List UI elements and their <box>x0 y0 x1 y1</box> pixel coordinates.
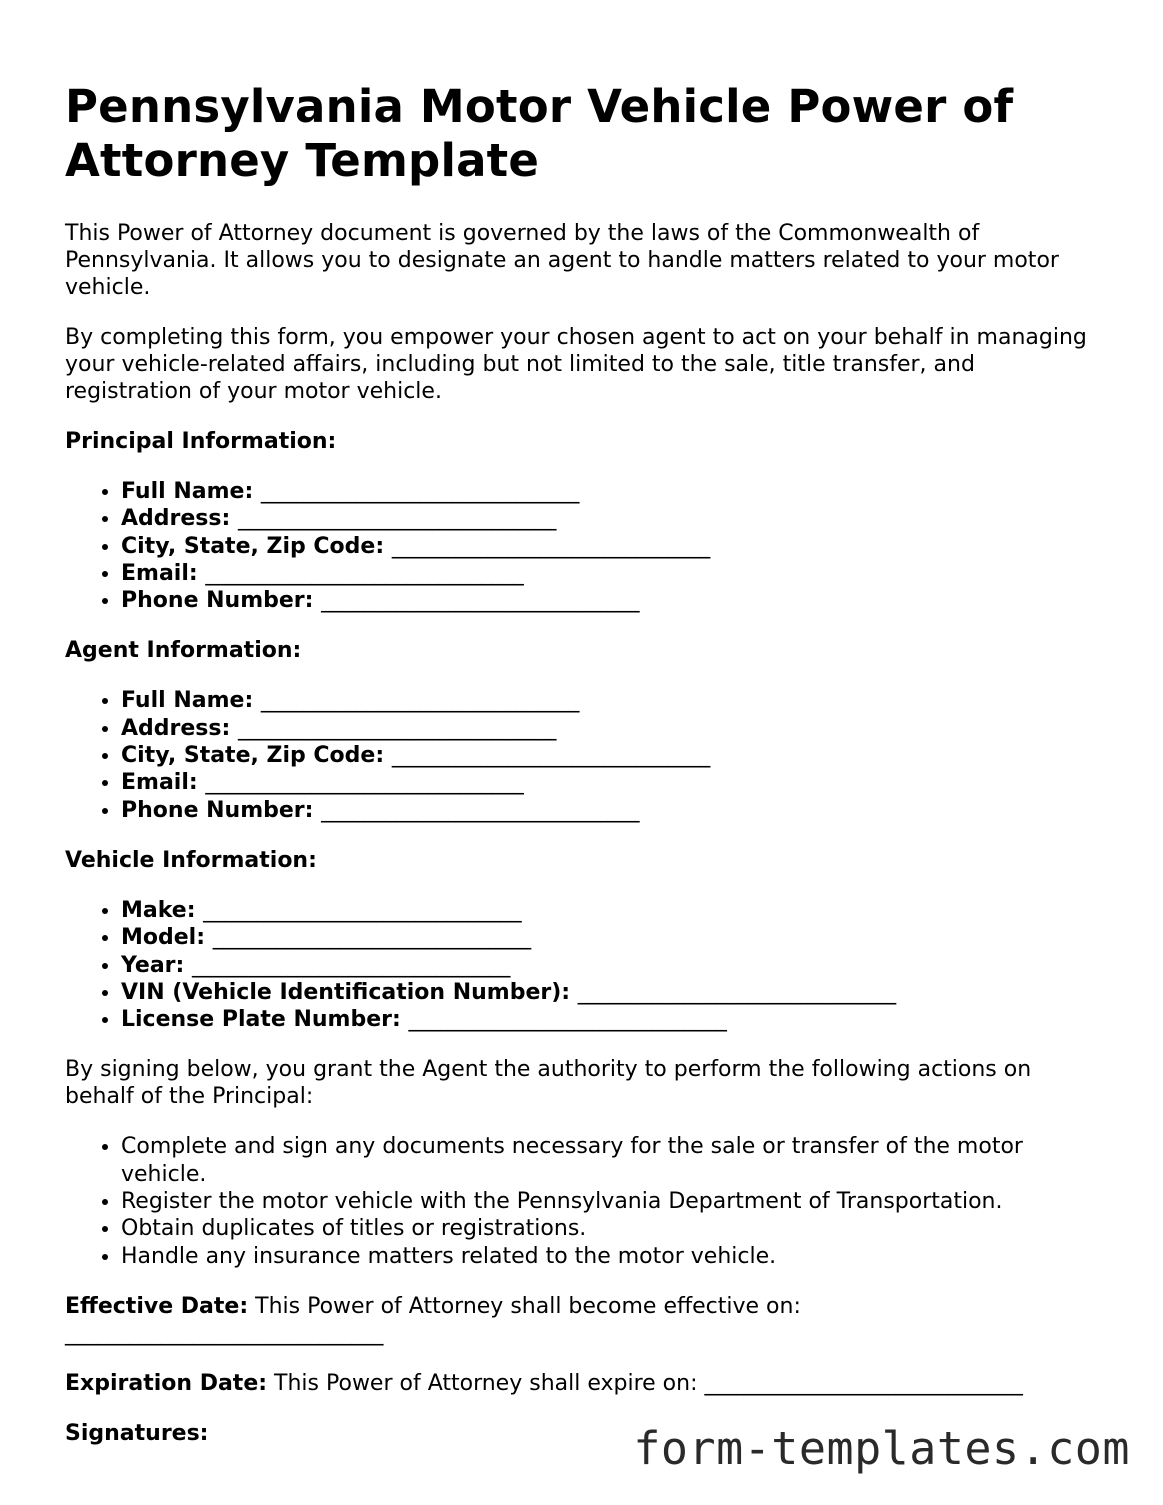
intro-paragraph-2: By completing this form, you empower your chosen agent to act on your behalf in managing your vehicle-related affairs, including but not limited to the sale, title transfer, and registration of your motor vehicle. <box>65 325 1087 404</box>
principal-heading: Principal Information: <box>65 429 337 454</box>
authority-actions-list <box>65 1133 1105 1269</box>
fill-in-blank: ______________________________ <box>205 560 524 586</box>
effective-date-text: This Power of Attorney shall become effective on: <box>255 1293 801 1319</box>
agent-full-name-field: • Full Name: ______________________________ <box>121 687 1105 714</box>
authority-action-item: • Register the motor vehicle with the Pennsylvania Department of Transportation. <box>121 1188 1105 1215</box>
fill-in-blank: ______________________________ <box>408 1007 727 1033</box>
watermark: form-templates.com <box>633 1422 1130 1475</box>
expiration-date-paragraph <box>65 1370 1105 1397</box>
fill-in-blank: ______________________________ <box>577 979 896 1005</box>
fill-in-blank: ______________________________ <box>205 770 524 796</box>
fill-in-blank: ______________________________ <box>65 1320 384 1346</box>
fill-in-blank: ______________________________ <box>260 688 579 714</box>
authority-action-item: • Complete and sign any documents necessary for the sale or transfer of the motor vehicle. <box>121 1133 1105 1188</box>
vehicle-make-field: • Make: ______________________________ <box>121 897 1105 924</box>
expiration-date-text: This Power of Attorney shall expire on: <box>274 1370 698 1396</box>
effective-date-paragraph <box>65 1293 1105 1347</box>
vehicle-heading: Vehicle Information: <box>65 847 317 873</box>
principal-full-name-field: • Full Name: ______________________________ <box>121 478 1105 505</box>
agent-heading: Agent Information: <box>65 638 302 664</box>
principal-phone-field: • Phone Number: ______________________________ <box>121 587 1105 614</box>
fill-in-blank: ______________________________ <box>321 588 640 614</box>
agent-phone-field: • Phone Number: ______________________________ <box>121 797 1105 824</box>
vehicle-year-field: • Year: ______________________________ <box>121 952 1105 979</box>
fill-in-blank: ______________________________ <box>192 952 511 978</box>
fill-in-blank: ______________________________ <box>704 1370 1023 1396</box>
principal-fields-list <box>65 478 1105 614</box>
fill-in-blank: ______________________________ <box>203 897 522 923</box>
fill-in-blank: ______________________________ <box>237 715 556 741</box>
fill-in-blank: ______________________________ <box>391 743 710 769</box>
authority-paragraph: By signing below, you grant the Agent the authority to perform the following actions on behalf of the Principal: <box>65 1057 1032 1110</box>
agent-city-state-zip-field: • City, State, Zip Code: ______________________________ <box>121 742 1105 769</box>
document-page <box>65 80 1105 1470</box>
vehicle-model-field: • Model: ______________________________ <box>121 924 1105 951</box>
fill-in-blank: ______________________________ <box>212 925 531 951</box>
principal-city-state-zip-field: • City, State, Zip Code: ______________________________ <box>121 533 1105 560</box>
authority-action-item: • Handle any insurance matters related to the motor vehicle. <box>121 1243 1105 1270</box>
authority-action-item: • Obtain duplicates of titles or registrations. <box>121 1215 1105 1242</box>
agent-address-field: • Address: ______________________________ <box>121 715 1105 742</box>
expiration-date-label: Expiration Date: <box>65 1370 268 1396</box>
document-title: Pennsylvania Motor Vehicle Power of Attorney Template <box>65 80 1014 187</box>
fill-in-blank: ______________________________ <box>260 479 579 504</box>
principal-address-field: • Address: ______________________________ <box>121 505 1105 532</box>
effective-date-label: Effective Date: <box>65 1293 249 1319</box>
vehicle-license-plate-field: • License Plate Number: ______________________________ <box>121 1006 1105 1033</box>
fill-in-blank: ______________________________ <box>237 506 556 532</box>
intro-paragraph-1: This Power of Attorney document is governed by the laws of the Commonwealth of Pennsylvania. It allows you to designate an agent to handle matters related to your motor vehicle. <box>65 221 1059 300</box>
vehicle-fields-list <box>65 897 1105 1033</box>
principal-email-field: • Email: ______________________________ <box>121 560 1105 587</box>
signatures-heading: Signatures: <box>65 1420 209 1446</box>
fill-in-blank: ______________________________ <box>321 797 640 823</box>
agent-email-field: • Email: ______________________________ <box>121 769 1105 796</box>
fill-in-blank: ______________________________ <box>391 533 710 559</box>
agent-fields-list <box>65 687 1105 823</box>
vehicle-vin-field: • VIN (Vehicle Identification Number): ______________________________ <box>121 979 1105 1006</box>
